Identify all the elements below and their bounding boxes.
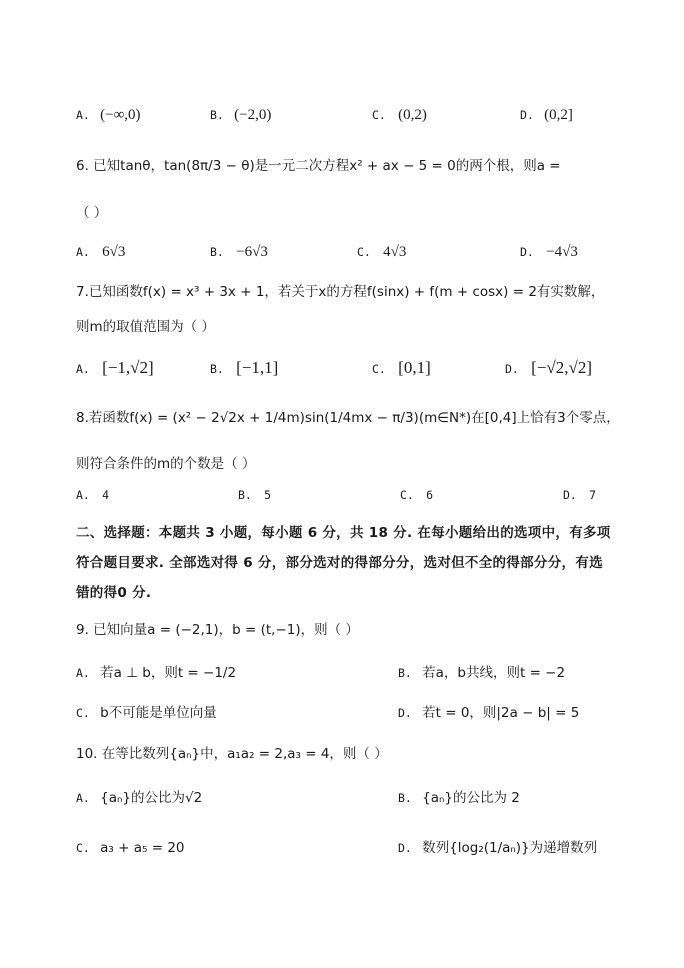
q7-stem-line1: 7.已知函数f(x) = x³ + 3x + 1，若关于x的方程f(sinx) + f(m + cosx) = 2有实数解，: [76, 284, 605, 300]
q9-option-a: [76, 667, 236, 681]
q10-stem: 10. 在等比数列{aₙ}中，a₁a₂ = 2,a₃ = 4，则（ ）: [76, 746, 388, 762]
option-value: {aₙ}的公比为√2: [100, 790, 203, 806]
q8-option-d: [563, 489, 596, 503]
option-letter: D.: [563, 488, 577, 502]
option-letter: D.: [505, 362, 519, 376]
option-value: 5: [264, 488, 272, 502]
option-value: 若a，b共线，则t = −2: [422, 665, 566, 681]
q5-option-c: [372, 108, 427, 123]
q9-option-d: [398, 707, 579, 721]
option-value: 6: [426, 488, 434, 502]
option-letter: A.: [76, 488, 90, 502]
q6-option-a: [76, 245, 125, 260]
option-letter: C.: [76, 706, 90, 720]
q7-option-d: [505, 359, 592, 377]
option-value: a₃ + a₅ = 20: [100, 840, 185, 856]
option-value: 7: [589, 488, 597, 502]
q8-stem-line1: 8.若函数f(x) = (x² − 2√2x + 1/4m)sin(1/4mx − π/3)(m∈N*)在[0,4]上恰有3个零点，: [76, 410, 620, 426]
q8-option-c: [400, 489, 433, 503]
q10-option-a: [76, 792, 202, 806]
q7-stem-line2: 则m的取值范围为（ ）: [76, 319, 215, 335]
option-value: 4: [102, 488, 110, 502]
q5-option-a: [76, 108, 141, 123]
section2-line2: 符合题目要求. 全部选对得 6 分，部分选对的得部分分，选对但不全的得部分分，有选: [76, 555, 603, 571]
option-value: 数列{log₂(1/aₙ)}为递增数列: [422, 840, 598, 856]
option-value: [−1,√2]: [102, 358, 154, 377]
q5-option-b: [210, 108, 271, 123]
section2-line1: 二、选择题：本题共 3 小题，每小题 6 分，共 18 分. 在每小题给出的选项中，有多项: [76, 525, 611, 541]
option-value: 6√3: [102, 244, 126, 260]
option-letter: A.: [76, 666, 90, 680]
q6-stem: 6. 已知tanθ，tan(8π/3 − θ)是一元二次方程x² + ax − 5 = 0的两个根，则a =: [76, 158, 561, 174]
option-letter: A.: [76, 362, 90, 376]
option-letter: B.: [238, 488, 252, 502]
option-letter: C.: [372, 362, 386, 376]
q7-option-c: [372, 359, 431, 377]
option-value: b不可能是单位向量: [100, 705, 217, 721]
option-letter: A.: [76, 245, 90, 259]
option-value: (0,2]: [544, 107, 573, 123]
option-letter: D.: [398, 706, 412, 720]
option-value: 4√3: [383, 244, 407, 260]
q9-option-c: [76, 707, 217, 721]
section2-line3: 错的得0 分.: [76, 585, 152, 601]
option-letter: B.: [398, 791, 412, 805]
option-letter: B.: [210, 362, 224, 376]
option-value: −4√3: [546, 244, 578, 260]
option-letter: C.: [372, 108, 386, 122]
option-value: −6√3: [236, 244, 268, 260]
q10-option-b: [398, 792, 520, 806]
option-letter: B.: [210, 245, 224, 259]
option-letter: A.: [76, 108, 90, 122]
option-value: [−√2,√2]: [531, 358, 592, 377]
option-value: (−2,0): [234, 107, 272, 123]
q7-option-b: [210, 359, 278, 377]
q7-option-a: [76, 359, 154, 377]
q8-stem-line2: 则符合条件的m的个数是（ ）: [76, 456, 256, 472]
option-letter: D.: [398, 841, 412, 855]
option-value: (−∞,0): [100, 107, 141, 123]
option-value: [−1,1]: [236, 358, 279, 377]
q8-option-a: [76, 489, 109, 503]
option-value: 若t = 0，则|2a − b| = 5: [422, 705, 580, 721]
q9-stem: 9. 已知向量a = (−2,1)，b = (t,−1)，则（ ）: [76, 622, 359, 638]
q6-option-c: [357, 245, 406, 260]
q9-option-b: [398, 667, 565, 681]
option-letter: C.: [357, 245, 371, 259]
option-value: 若a ⊥ b，则t = −1/2: [100, 665, 237, 681]
option-letter: C.: [400, 488, 414, 502]
q10-option-d: [398, 842, 597, 856]
q10-option-c: [76, 842, 185, 856]
q6-answer-paren: （ ）: [76, 205, 108, 221]
option-value: [0,1]: [398, 358, 431, 377]
option-letter: D.: [520, 245, 534, 259]
q6-option-d: [520, 245, 578, 260]
option-value: {aₙ}的公比为 2: [422, 790, 520, 806]
option-value: (0,2): [398, 107, 427, 123]
option-letter: C.: [76, 841, 90, 855]
option-letter: D.: [520, 108, 534, 122]
option-letter: B.: [398, 666, 412, 680]
q8-option-b: [238, 489, 271, 503]
q6-option-b: [210, 245, 268, 260]
option-letter: B.: [210, 108, 224, 122]
option-letter: A.: [76, 791, 90, 805]
q5-option-d: [520, 108, 573, 123]
